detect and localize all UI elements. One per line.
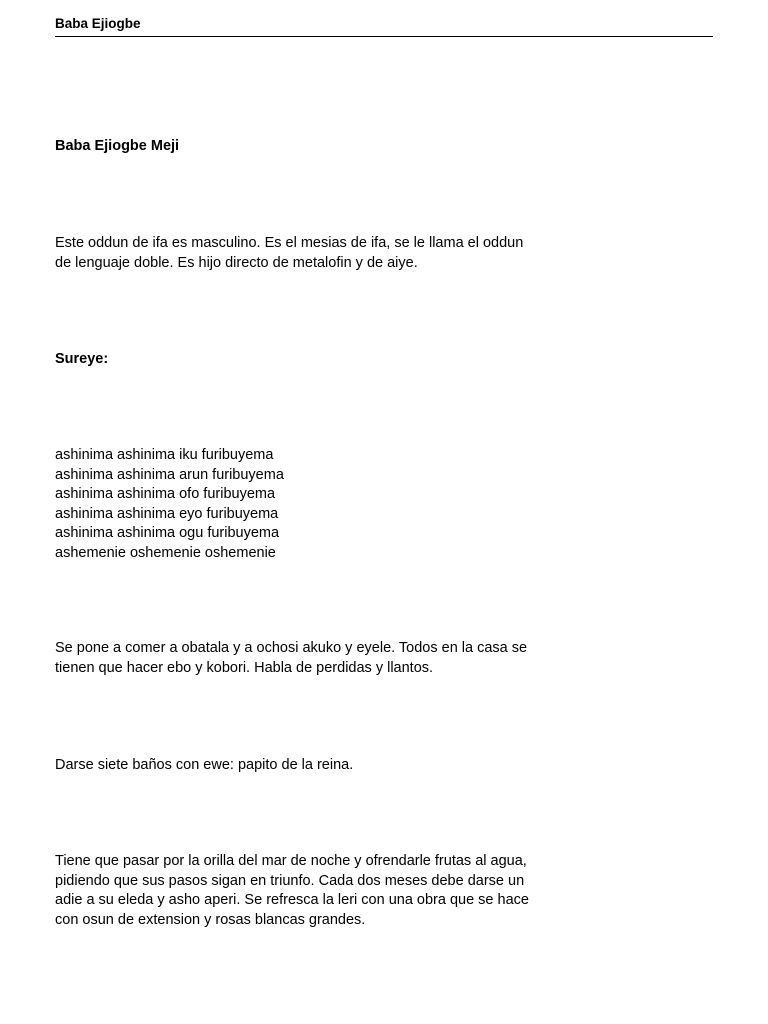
text-line: de lenguaje doble. Es hijo directo de metalofin y de aiye. bbox=[55, 254, 418, 271]
text-line: Se pone a comer a obatala y a ochosi akuko y eyele. Todos en la casa se bbox=[55, 640, 528, 656]
chant-line: ashemenie oshemenie oshemenie bbox=[55, 544, 276, 561]
sureye-heading: Sureye: bbox=[55, 351, 109, 367]
text-line: tienen que hacer ebo y kobori. Habla de perdidas y llantos. bbox=[55, 659, 434, 676]
baths-paragraph bbox=[55, 756, 715, 776]
chant-line: ashinima ashinima iku furibuyema bbox=[55, 447, 274, 463]
text-line: Este oddun de ifa es masculino. Es el mesias de ifa, se le llama el oddun bbox=[55, 235, 524, 251]
chant-block bbox=[55, 446, 715, 563]
document-title: Baba Ejiogbe Meji bbox=[55, 138, 180, 154]
chant-line: ashinima ashinima ogu furibuyema bbox=[55, 525, 280, 541]
chant-line: ashinima ashinima arun furibuyema bbox=[55, 466, 284, 483]
page-header bbox=[55, 16, 713, 37]
text-line: Tiene que pasar por la orilla del mar de noche y ofrendarle frutas al agua, bbox=[55, 853, 527, 869]
intro-paragraph bbox=[55, 234, 715, 273]
offering-paragraph bbox=[55, 852, 715, 930]
chant-line: ashinima ashinima ofo furibuyema bbox=[55, 486, 276, 502]
header-title: Baba Ejiogbe bbox=[55, 16, 141, 31]
text-line: con osun de extension y rosas blancas grandes. bbox=[55, 911, 366, 928]
text-line: Darse siete baños con ewe: papito de la reina. bbox=[55, 757, 354, 773]
text-line: pidiendo que sus pasos sigan en triunfo. Cada dos meses debe darse un bbox=[55, 872, 525, 889]
chant-line: ashinima ashinima eyo furibuyema bbox=[55, 505, 279, 522]
ritual-paragraph bbox=[55, 639, 715, 678]
text-line: adie a su eleda y asho aperi. Se refresca la leri con una obra que se hace bbox=[55, 892, 529, 908]
